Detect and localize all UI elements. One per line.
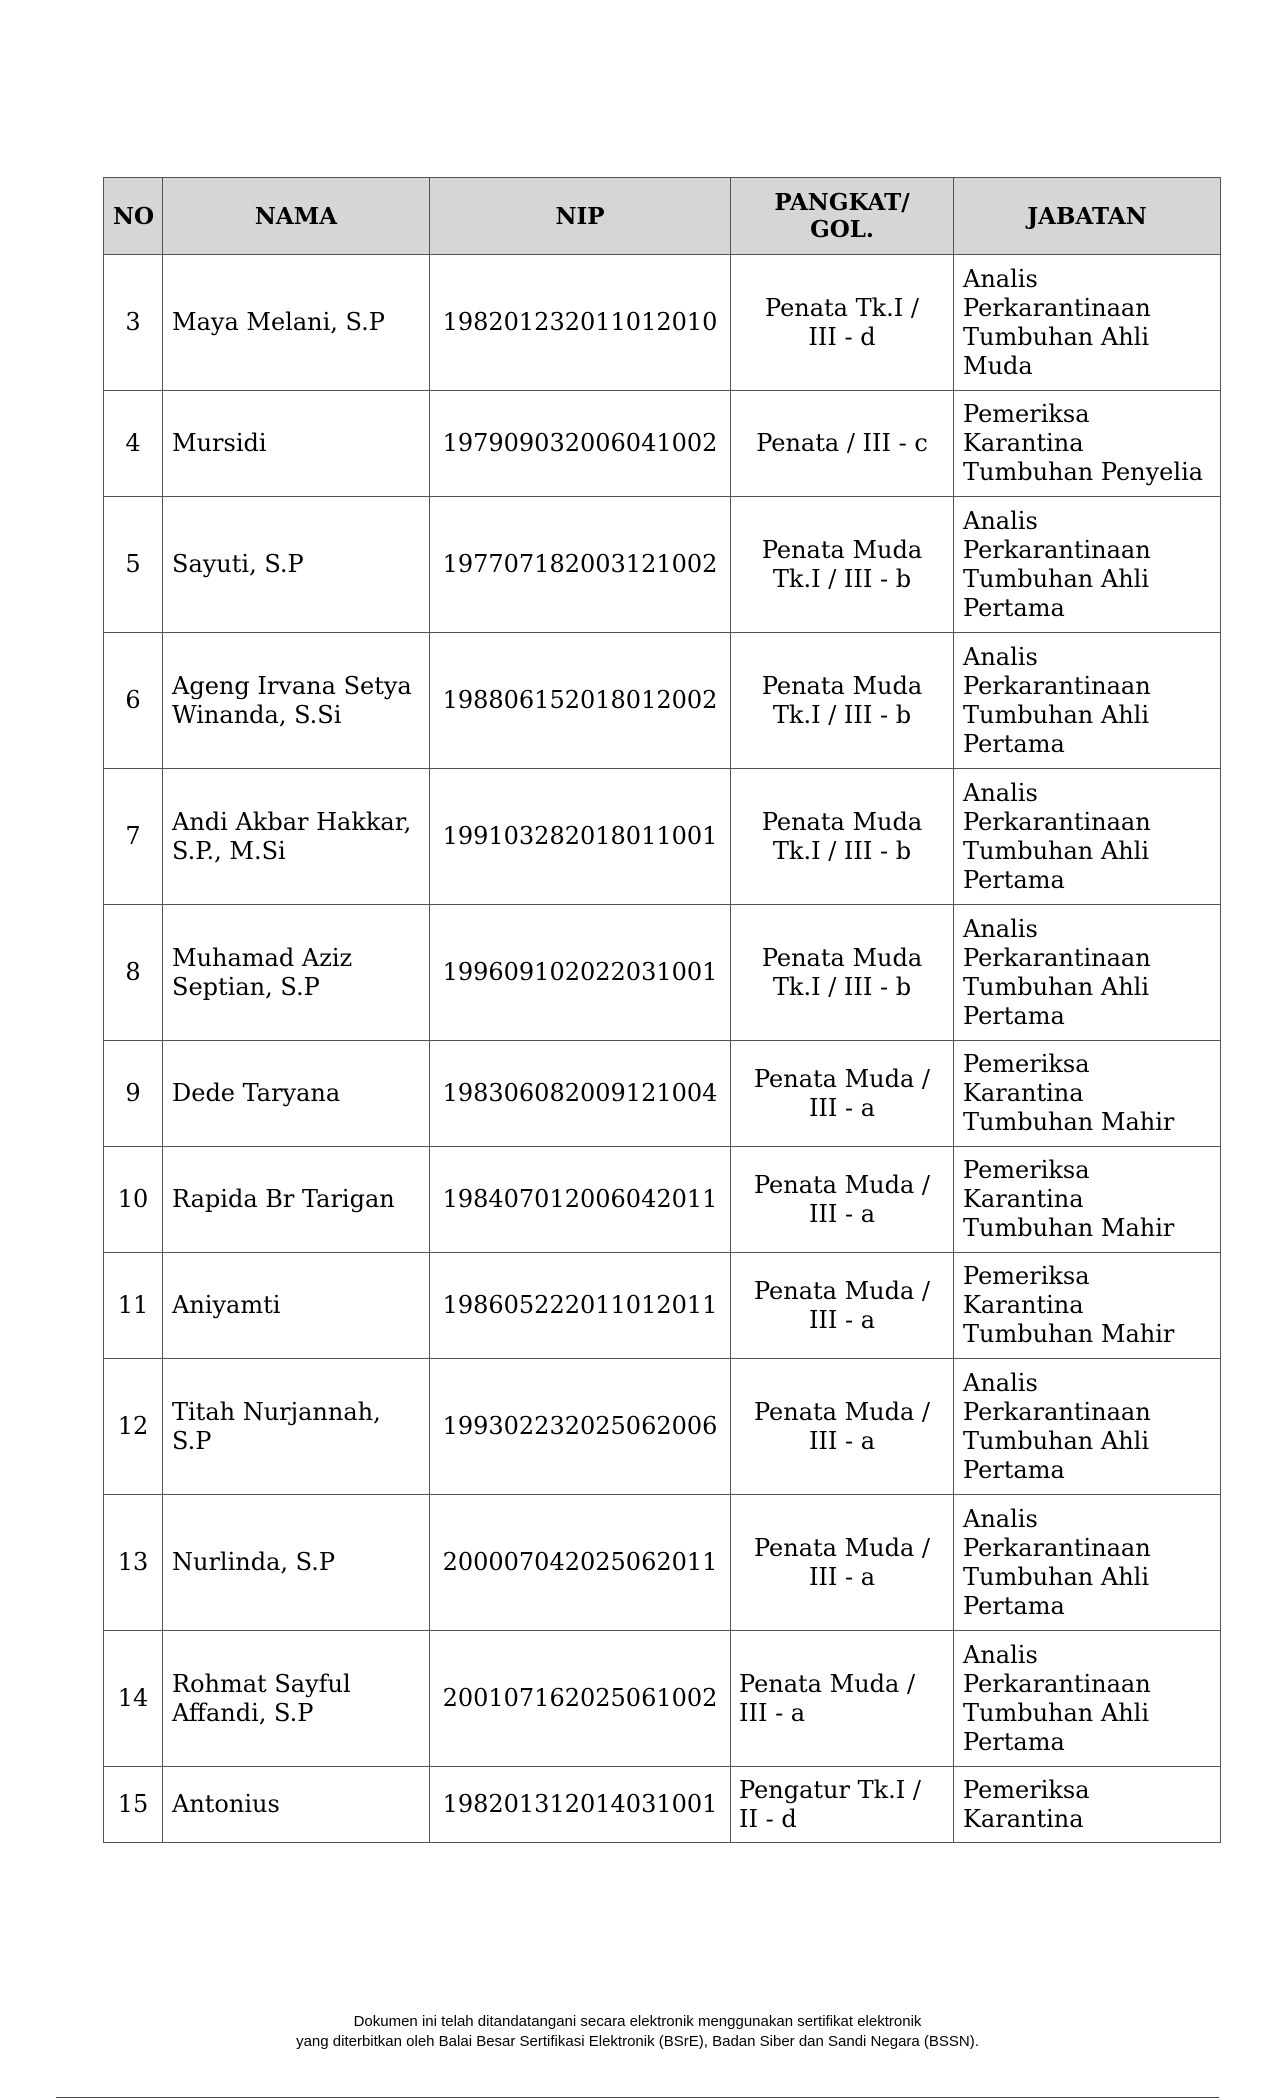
cell-nip: 198201312014031001 <box>430 1767 731 1843</box>
table-body <box>104 255 1221 1843</box>
cell-pangkat: Penata Muda / III - a <box>731 1253 954 1359</box>
footer-divider <box>56 2097 1219 2098</box>
cell-jabatan: Pemeriksa Karantina <box>954 1767 1221 1843</box>
cell-nip: 198306082009121004 <box>430 1041 731 1147</box>
cell-nama: Aniyamti <box>163 1253 430 1359</box>
table-row <box>104 769 1221 905</box>
table-row <box>104 1495 1221 1631</box>
cell-jabatan: Analis Perkarantinaan Tumbuhan Ahli Pertama <box>954 905 1221 1041</box>
cell-no: 10 <box>104 1147 163 1253</box>
cell-nama: Sayuti, S.P <box>163 497 430 633</box>
cell-nama: Titah Nurjannah, S.P <box>163 1359 430 1495</box>
table-row <box>104 1631 1221 1767</box>
header-no: NO <box>104 178 163 255</box>
signature-notice-line-2: yang diterbitkan oleh Balai Besar Sertifikasi Elektronik (BSrE), Badan Siber dan Sandi Negara (BSSN). <box>296 2033 979 2050</box>
cell-nama: Mursidi <box>163 391 430 497</box>
cell-jabatan: Pemeriksa Karantina Tumbuhan Mahir <box>954 1041 1221 1147</box>
cell-nama: Andi Akbar Hakkar, S.P., M.Si <box>163 769 430 905</box>
cell-nama: Rohmat Sayful Affandi, S.P <box>163 1631 430 1767</box>
cell-jabatan: Pemeriksa Karantina Tumbuhan Penyelia <box>954 391 1221 497</box>
cell-nip: 197909032006041002 <box>430 391 731 497</box>
cell-pangkat: Penata Muda / III - a <box>731 1631 954 1767</box>
cell-pangkat: Penata Muda Tk.I / III - b <box>731 905 954 1041</box>
cell-nip: 197707182003121002 <box>430 497 731 633</box>
table-row <box>104 255 1221 391</box>
cell-no: 6 <box>104 633 163 769</box>
cell-no: 8 <box>104 905 163 1041</box>
table-row <box>104 497 1221 633</box>
cell-jabatan: Analis Perkarantinaan Tumbuhan Ahli Pertama <box>954 497 1221 633</box>
cell-jabatan: Analis Perkarantinaan Tumbuhan Ahli Pertama <box>954 1495 1221 1631</box>
cell-nip: 198605222011012011 <box>430 1253 731 1359</box>
header-jabatan: JABATAN <box>954 178 1221 255</box>
signature-notice-line-1: Dokumen ini telah ditandatangani secara elektronik menggunakan sertifikat elektronik <box>353 2013 922 2030</box>
cell-no: 4 <box>104 391 163 497</box>
cell-nama: Rapida Br Tarigan <box>163 1147 430 1253</box>
header-nip: NIP <box>430 178 731 255</box>
cell-no: 11 <box>104 1253 163 1359</box>
signature-notice <box>0 2012 1275 2052</box>
header-pangkat: PANGKAT/ GOL. <box>731 178 954 255</box>
cell-no: 12 <box>104 1359 163 1495</box>
cell-nip: 199103282018011001 <box>430 769 731 905</box>
table-row <box>104 633 1221 769</box>
cell-jabatan: Analis Perkarantinaan Tumbuhan Ahli Muda <box>954 255 1221 391</box>
table-row <box>104 1041 1221 1147</box>
cell-pangkat: Penata Muda / III - a <box>731 1147 954 1253</box>
staff-table <box>103 177 1221 1843</box>
table-row <box>104 1767 1221 1843</box>
cell-nip: 198806152018012002 <box>430 633 731 769</box>
cell-pangkat: Pengatur Tk.I / II - d <box>731 1767 954 1843</box>
cell-no: 3 <box>104 255 163 391</box>
header-nama: NAMA <box>163 178 430 255</box>
cell-pangkat: Penata Tk.I / III - d <box>731 255 954 391</box>
cell-nip: 198407012006042011 <box>430 1147 731 1253</box>
table-row <box>104 391 1221 497</box>
cell-nip: 200007042025062011 <box>430 1495 731 1631</box>
cell-no: 13 <box>104 1495 163 1631</box>
cell-nama: Ageng Irvana Setya Winanda, S.Si <box>163 633 430 769</box>
cell-jabatan: Pemeriksa Karantina Tumbuhan Mahir <box>954 1147 1221 1253</box>
cell-nip: 199609102022031001 <box>430 905 731 1041</box>
table-header-row <box>104 178 1221 255</box>
cell-pangkat: Penata Muda Tk.I / III - b <box>731 769 954 905</box>
cell-pangkat: Penata Muda / III - a <box>731 1041 954 1147</box>
cell-no: 9 <box>104 1041 163 1147</box>
table-row <box>104 905 1221 1041</box>
cell-nip: 198201232011012010 <box>430 255 731 391</box>
cell-jabatan: Analis Perkarantinaan Tumbuhan Ahli Pertama <box>954 1359 1221 1495</box>
cell-pangkat: Penata Muda Tk.I / III - b <box>731 633 954 769</box>
cell-jabatan: Analis Perkarantinaan Tumbuhan Ahli Pertama <box>954 1631 1221 1767</box>
cell-nama: Maya Melani, S.P <box>163 255 430 391</box>
table-row <box>104 1359 1221 1495</box>
cell-pangkat: Penata Muda Tk.I / III - b <box>731 497 954 633</box>
cell-no: 7 <box>104 769 163 905</box>
cell-no: 15 <box>104 1767 163 1843</box>
cell-nama: Dede Taryana <box>163 1041 430 1147</box>
cell-nip: 200107162025061002 <box>430 1631 731 1767</box>
cell-pangkat: Penata Muda / III - a <box>731 1495 954 1631</box>
cell-nip: 199302232025062006 <box>430 1359 731 1495</box>
cell-nama: Antonius <box>163 1767 430 1843</box>
cell-jabatan: Analis Perkarantinaan Tumbuhan Ahli Pertama <box>954 633 1221 769</box>
cell-jabatan: Analis Perkarantinaan Tumbuhan Ahli Pertama <box>954 769 1221 905</box>
cell-nama: Muhamad Aziz Septian, S.P <box>163 905 430 1041</box>
cell-nama: Nurlinda, S.P <box>163 1495 430 1631</box>
table-row <box>104 1147 1221 1253</box>
table-row <box>104 1253 1221 1359</box>
cell-no: 14 <box>104 1631 163 1767</box>
cell-no: 5 <box>104 497 163 633</box>
cell-jabatan: Pemeriksa Karantina Tumbuhan Mahir <box>954 1253 1221 1359</box>
cell-pangkat: Penata / III - c <box>731 391 954 497</box>
cell-pangkat: Penata Muda / III - a <box>731 1359 954 1495</box>
